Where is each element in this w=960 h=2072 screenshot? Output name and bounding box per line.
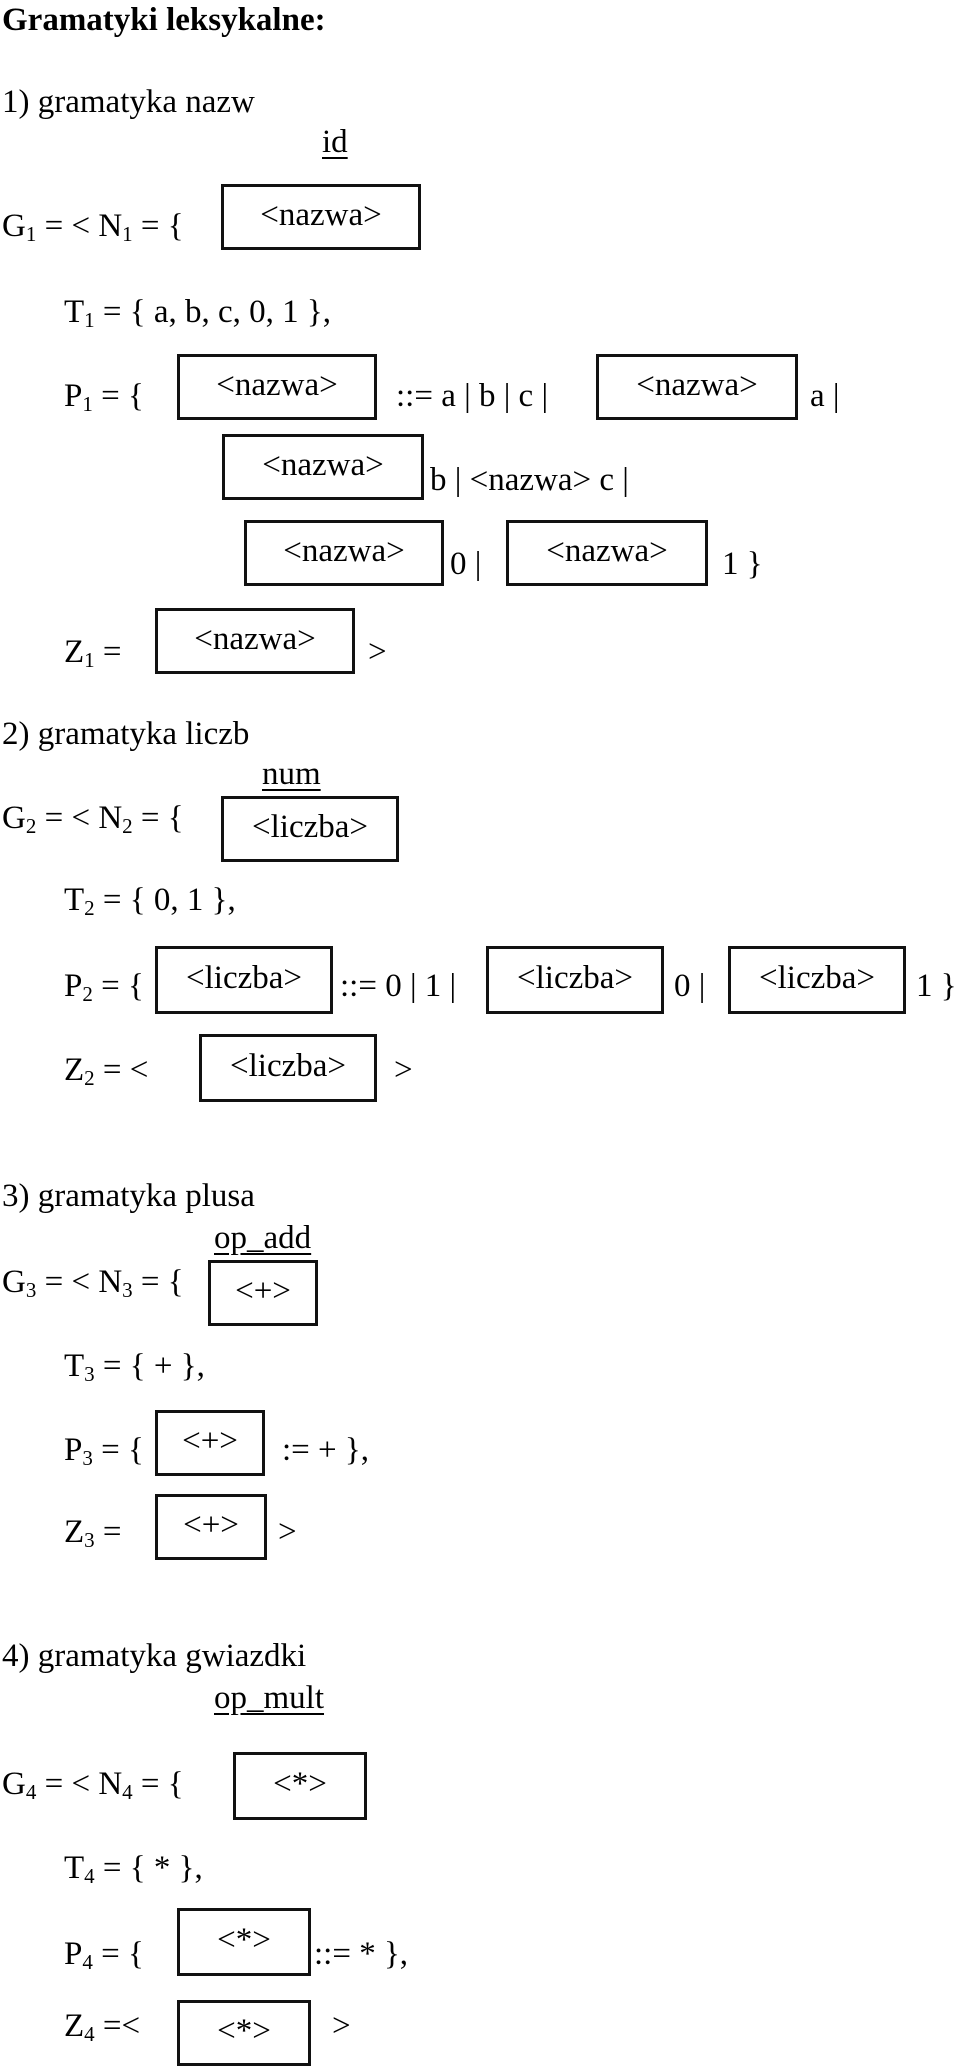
g1-z-box: <nazwa>	[155, 608, 355, 674]
g1-p-lhs-box: <nazwa>	[177, 354, 377, 420]
g3-heading: 3) gramatyka plusa	[2, 1178, 255, 1214]
g3-z-line: $Z_3$ =	[64, 1514, 122, 1552]
g3-z-box: <+>	[155, 1494, 267, 1560]
g2-p-end: 1 }	[916, 968, 957, 1004]
g4-n-nonterminal-box: <*>	[233, 1752, 367, 1820]
g4-p-op: ::= * },	[314, 1936, 409, 1972]
g1-heading: 1) gramatyka nazw	[2, 84, 255, 120]
g4-z-line: $Z_4$ =<	[64, 2008, 141, 2046]
g1-z-line: $Z_1$ =	[64, 634, 122, 672]
g2-t-line: $T_2$ = { 0, 1 },	[64, 882, 236, 920]
g2-p-op: ::= 0 | 1 |	[340, 968, 457, 1004]
g2-p-box-b: <liczba>	[728, 946, 906, 1014]
g3-token: op_add	[214, 1220, 312, 1256]
g2-n-line: $G_2$ = < $N_2$ = {	[2, 800, 184, 838]
g4-p-lhs-box: <*>	[177, 1908, 311, 1976]
g2-p-mid: 0 |	[674, 968, 706, 1004]
g2-heading: 2) gramatyka liczb	[2, 716, 250, 752]
g1-token: id	[322, 124, 348, 160]
g3-z-end: >	[278, 1514, 297, 1550]
g3-n-nonterminal-box: <+>	[208, 1260, 318, 1326]
g1-p-row1-op: ::= a | b | c |	[396, 378, 549, 414]
g1-n-nonterminal-box: <nazwa>	[221, 184, 421, 250]
g2-n-nonterminal-box: <liczba>	[221, 796, 399, 862]
g3-t-line: $T_3$ = { + },	[64, 1348, 205, 1386]
g4-token: op_mult	[214, 1680, 325, 1716]
g4-n-line: $G_4$ = < $N_4$ = {	[2, 1766, 184, 1804]
g3-n-line: $G_3$ = < $N_3$ = {	[2, 1264, 184, 1302]
g1-p-row2-text: b | <nazwa> c |	[430, 462, 629, 498]
g2-p-box-a: <liczba>	[486, 946, 664, 1014]
g2-p-line: $P_2$ = {	[64, 968, 144, 1006]
g1-p-row1-end: a |	[810, 378, 840, 414]
g2-z-box: <liczba>	[199, 1034, 377, 1102]
g3-p-lhs-box: <+>	[155, 1410, 265, 1476]
g4-t-line: $T_4$ = { * },	[64, 1850, 203, 1888]
g4-p-line: $P_4$ = {	[64, 1936, 144, 1974]
g1-p-row3-end: 1 }	[722, 546, 763, 582]
g1-p-line: $P_1$ = {	[64, 378, 144, 416]
g1-p-row3-box-b: <nazwa>	[506, 520, 708, 586]
g2-token: num	[262, 756, 321, 792]
g1-n-line: $G_1$ = < $N_1$ = {	[2, 208, 184, 246]
g1-p-row3-mid: 0 |	[450, 546, 482, 582]
g4-z-end: >	[332, 2008, 351, 2044]
g4-heading: 4) gramatyka gwiazdki	[2, 1638, 307, 1674]
g4-z-box: <*>	[177, 2000, 311, 2066]
g1-p-row2-box: <nazwa>	[222, 434, 424, 500]
g2-z-line: $Z_2$ = <	[64, 1052, 149, 1090]
g1-p-row3-box-a: <nazwa>	[244, 520, 444, 586]
g1-t-line: $T_1$ = { a, b, c, 0, 1 },	[64, 294, 332, 332]
g2-z-end: >	[394, 1052, 413, 1088]
page-title: Gramatyki leksykalne:	[2, 2, 326, 38]
g1-z-end: >	[368, 634, 387, 670]
g1-p-row1-box: <nazwa>	[596, 354, 798, 420]
g2-p-lhs-box: <liczba>	[155, 946, 333, 1014]
g3-p-line: $P_3$ = {	[64, 1432, 144, 1470]
g3-p-op: := + },	[282, 1432, 369, 1468]
